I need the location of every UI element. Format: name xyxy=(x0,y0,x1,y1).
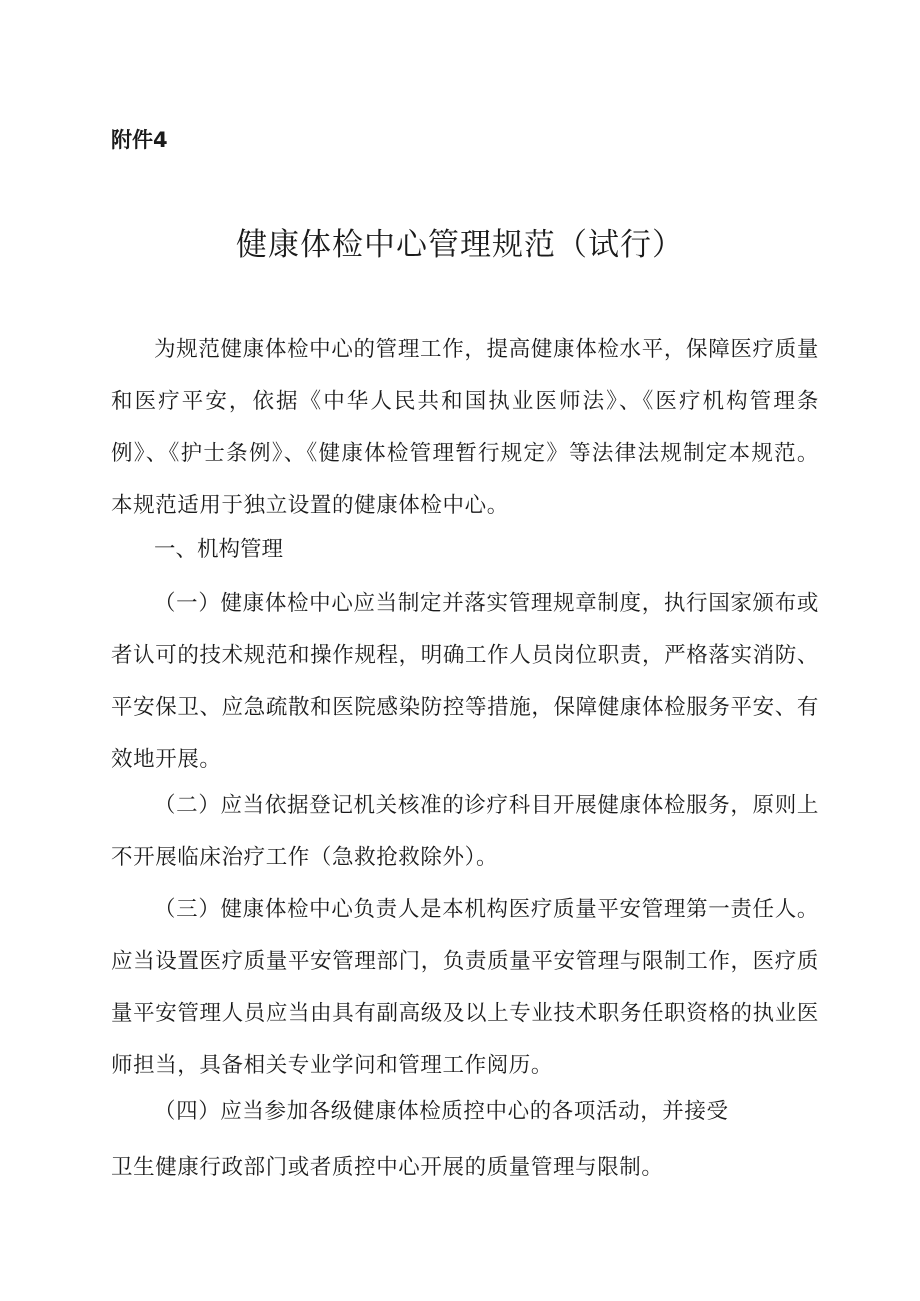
clause-2-paragraph: （二）应当依据登记机关核准的诊疗科目开展健康体检服务，原则上不开展临床治疗工作（急救抢救除外）。 xyxy=(111,793,819,870)
section-heading-institution-management: 一、机构管理 xyxy=(154,537,284,562)
clause-4-paragraph: （四）应当参加各级健康体检质控中心的各项活动，并接受 xyxy=(154,1099,729,1124)
intro-paragraph: 为规范健康体检中心的管理工作，提高健康体检水平，保障医疗质量和医疗平安，依据《中华人民共和国执业医师法》、《医疗机构管理条例》、《护士条例》、《健康体检管理暂行规定》等法律法规制定本规范。本规范适用于独立设置的健康体检中心。 xyxy=(111,337,819,518)
attachment-label: 附件4 xyxy=(111,128,168,152)
document-title: 健康体检中心管理规范（试行） xyxy=(236,227,684,263)
clause-3-paragraph: （三）健康体检中心负责人是本机构医疗质量平安管理第一责任人。应当设置医疗质量平安管理部门，负责质量平安管理与限制工作，医疗质量平安管理人员应当由具有副高级及以上专业技术职务任职资格的执业医师担当，具备相关专业学问和管理工作阅历。 xyxy=(111,897,819,1078)
clause-1-paragraph: （一）健康体检中心应当制定并落实管理规章制度，执行国家颁布或者认可的技术规范和操作规程，明确工作人员岗位职责，严格落实消防、平安保卫、应急疏散和医院感染防控等措施，保障健康体检服务平安、有效地开展。 xyxy=(111,591,819,772)
clause-4-continuation: 卫生健康行政部门或者质控中心开展的质量管理与限制。 xyxy=(111,1155,664,1180)
